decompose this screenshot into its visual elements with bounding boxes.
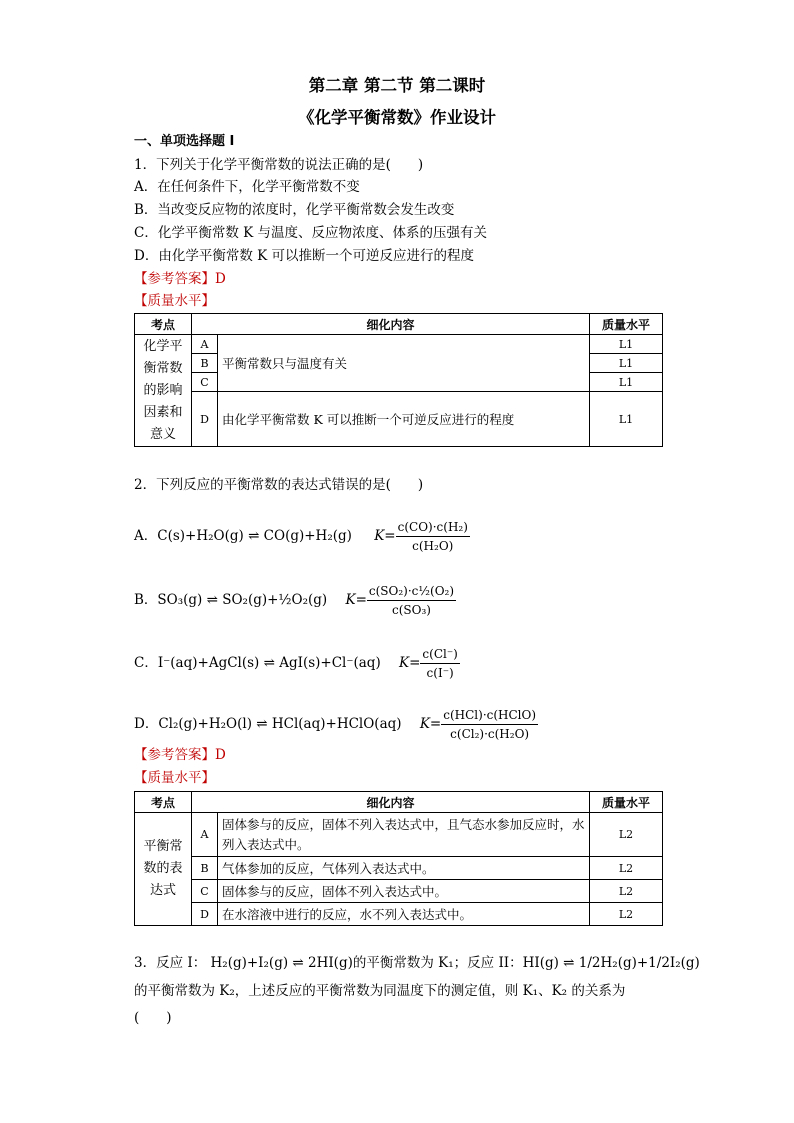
k-expression: K=: [419, 716, 442, 732]
q2-kaodian: 平衡常数的表达式: [135, 813, 192, 926]
q1-quality-label: 【质量水平】: [134, 293, 215, 309]
q1-kaodian: 化学平衡常数的影响因素和意义: [135, 335, 192, 447]
equation: A．C(s)+H₂O(g) ⇌ CO(g)+H₂(g): [134, 528, 352, 544]
numerator: c(CO)·c(H₂): [396, 518, 470, 537]
table-option: D: [192, 903, 218, 926]
table-level: L2: [590, 857, 663, 880]
q1-stem: 1．下列关于化学平衡常数的说法正确的是( ): [134, 157, 424, 173]
table-content: 气体参加的反应，气体列入表达式中。: [218, 857, 590, 880]
table-level: L2: [590, 813, 663, 857]
numerator: c(SO₂)·c½(O₂): [367, 582, 456, 601]
q1-option-c: C．化学平衡常数 K 与温度、反应物浓度、体系的压强有关: [134, 225, 487, 241]
denominator: c(SO₃): [391, 603, 431, 617]
q2-option-c: [134, 645, 460, 682]
q1-option-a: A．在任何条件下，化学平衡常数不变: [134, 179, 360, 195]
table-option: A: [192, 813, 218, 857]
q3-line1: 3．反应 I： H₂(g)+I₂(g) ⇌ 2HI(g)的平衡常数为 K₁；反应 II：HI(g) ⇌ 1/2H₂(g)+1/2I₂(g): [134, 955, 700, 971]
table-level: L1: [590, 354, 663, 373]
table-level: L2: [590, 880, 663, 903]
q2-option-b: [134, 582, 456, 619]
table-option: B: [192, 354, 218, 373]
q2-answer: 【参考答案】D: [134, 747, 226, 763]
k-expression: K=: [374, 528, 396, 544]
q1-answer: 【参考答案】D: [134, 271, 226, 287]
denominator: c(H₂O): [412, 539, 454, 553]
denominator: c(I⁻): [426, 666, 454, 680]
equation: C．I⁻(aq)+AgCl(s) ⇌ AgI(s)+Cl⁻(aq): [134, 655, 381, 671]
assignment-title: 《化学平衡常数》作业设计: [298, 108, 496, 127]
table-header: 考点: [135, 792, 192, 813]
q2-quality-table: [134, 791, 663, 926]
equation: D．Cl₂(g)+H₂O(l) ⇌ HCl(aq)+HClO(aq): [134, 716, 402, 732]
table-header: 质量水平: [590, 792, 663, 813]
q2-option-a: [134, 518, 470, 555]
table-header: 细化内容: [192, 792, 590, 813]
numerator: c(HCl)·c(HClO): [441, 706, 538, 725]
denominator: c(Cl₂)·c(H₂O): [450, 727, 530, 741]
table-option: A: [192, 335, 218, 354]
q1-quality-table: [134, 313, 663, 447]
q3-line2: 的平衡常数为 K₂，上述反应的平衡常数为同温度下的测定值，则 K₁、K₂ 的关系为: [134, 983, 626, 999]
table-level: L1: [590, 335, 663, 354]
chapter-title: 第二章 第二节 第二课时: [308, 76, 486, 95]
q1-option-b: B．当改变反应物的浓度时，化学平衡常数会发生改变: [134, 202, 455, 218]
table-level: L2: [590, 903, 663, 926]
q2-stem: 2．下列反应的平衡常数的表达式错误的是( ): [134, 477, 424, 493]
section-heading: 一、单项选择题 I: [134, 134, 235, 149]
q3-line3: ( ): [134, 1010, 172, 1026]
table-header: 细化内容: [192, 314, 590, 335]
q2-option-d: [134, 706, 538, 743]
table-header: 质量水平: [590, 314, 663, 335]
k-expression: K=: [399, 655, 421, 671]
table-content: 在水溶液中进行的反应，水不列入表达式中。: [218, 903, 590, 926]
numerator: c(Cl⁻): [420, 645, 459, 664]
table-level: L1: [590, 373, 663, 392]
table-content: 固体参与的反应，固体不列入表达式中。: [218, 880, 590, 903]
k-expression: K=: [345, 592, 367, 608]
q1-option-d: D．由化学平衡常数 K 可以推断一个可逆反应进行的程度: [134, 248, 474, 264]
table-option: C: [192, 373, 218, 392]
table-option: C: [192, 880, 218, 903]
table-content: 固体参与的反应，固体不列入表达式中，且气态水参加反应时，水列入表达式中。: [218, 813, 590, 857]
table-option: B: [192, 857, 218, 880]
table-content: 由化学平衡常数 K 可以推断一个可逆反应进行的程度: [218, 392, 590, 447]
table-header: 考点: [135, 314, 192, 335]
equation: B．SO₃(g) ⇌ SO₂(g)+½O₂(g): [134, 592, 328, 608]
q2-quality-label: 【质量水平】: [134, 770, 215, 786]
table-level: L1: [590, 392, 663, 447]
q1-merged-content: 平衡常数只与温度有关: [218, 335, 590, 392]
table-option: D: [192, 392, 218, 447]
